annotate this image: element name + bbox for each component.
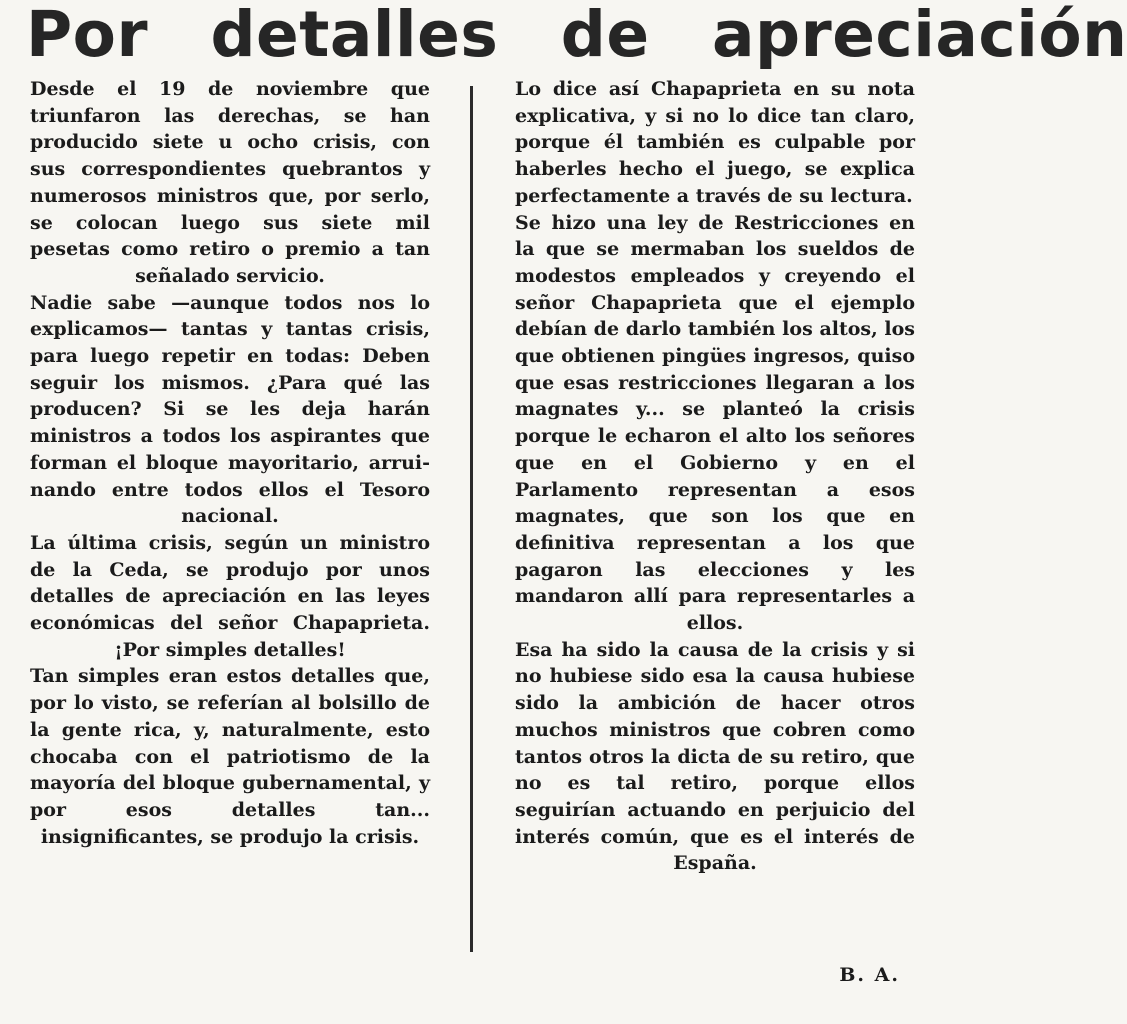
headline: Por detalles de apreciación xyxy=(26,0,1127,71)
paragraph-6: Se hizo una ley de Restricciones en la que se mermaban los sueldos de modestos empleados y creyendo el señor Chapaprieta que el ejemplo debían de darlo también los altos, los que obtienen pingües ingresos, quiso que esas restricciones llegaran a los magnates y... se planteó la crisis porque le echaron el alto los señores que en el Gobierno y en el Parlamento representan a esos magnates, que son los que en definitiva representan a los que pagaron las elecciones y les mandaron allí para representarles a ellos. xyxy=(515,211,915,635)
paragraph-1: Desde el 19 de noviembre que triunfaron las derechas, se han producido siete u ocho crisis, con sus correspondientes quebrantos y numerosos ministros que, por serlo, se colocan luego sus siete mil pesetas como retiro o premio a tan señalado servicio. xyxy=(30,78,430,287)
signature: B. A. xyxy=(839,964,900,986)
left-column xyxy=(30,76,430,850)
paragraph-3: La última crisis, según un ministro de la Ceda, se produjo por unos detalles de apreciación en las leyes económicas del señor Chapaprieta. ¡Por simples detalles! xyxy=(30,531,430,661)
paragraph-2: Nadie sabe —aunque todos nos lo explicamos— tantas y tantas crisis, para luego repetir en todas: Deben seguir los mismos. ¿Para qué las producen? Si se les deja harán ministros a todos los aspirantes que forman el bloque mayoritario, arruinando entre todos ellos el Tesoro nacional. xyxy=(30,291,430,528)
right-column xyxy=(515,76,915,877)
column-rule xyxy=(470,86,473,952)
paragraph-5: Lo dice así Chapaprieta en su nota explicativa, y si no lo dice tan claro, porque él también es culpable por haberles hecho el juego, se explica perfectamente a través de su lectura. xyxy=(515,78,915,207)
paragraph-7: Esa ha sido la causa de la crisis y si no hubiese sido esa la causa hubiese sido la ambición de hacer otros muchos ministros que cobren como tantos otros la dicta de su retiro, que no es tal retiro, porque ellos seguirían actuando en perjuicio del interés común, que es el interés de España. xyxy=(515,638,915,875)
paragraph-4: Tan simples eran estos detalles que, por lo visto, se referían al bolsillo de la gente rica, y, naturalmente, esto chocaba con el patriotismo de la mayoría del bloque gubernamental, y por esos detalles tan... insignificantes, se produjo la crisis. xyxy=(30,665,430,848)
